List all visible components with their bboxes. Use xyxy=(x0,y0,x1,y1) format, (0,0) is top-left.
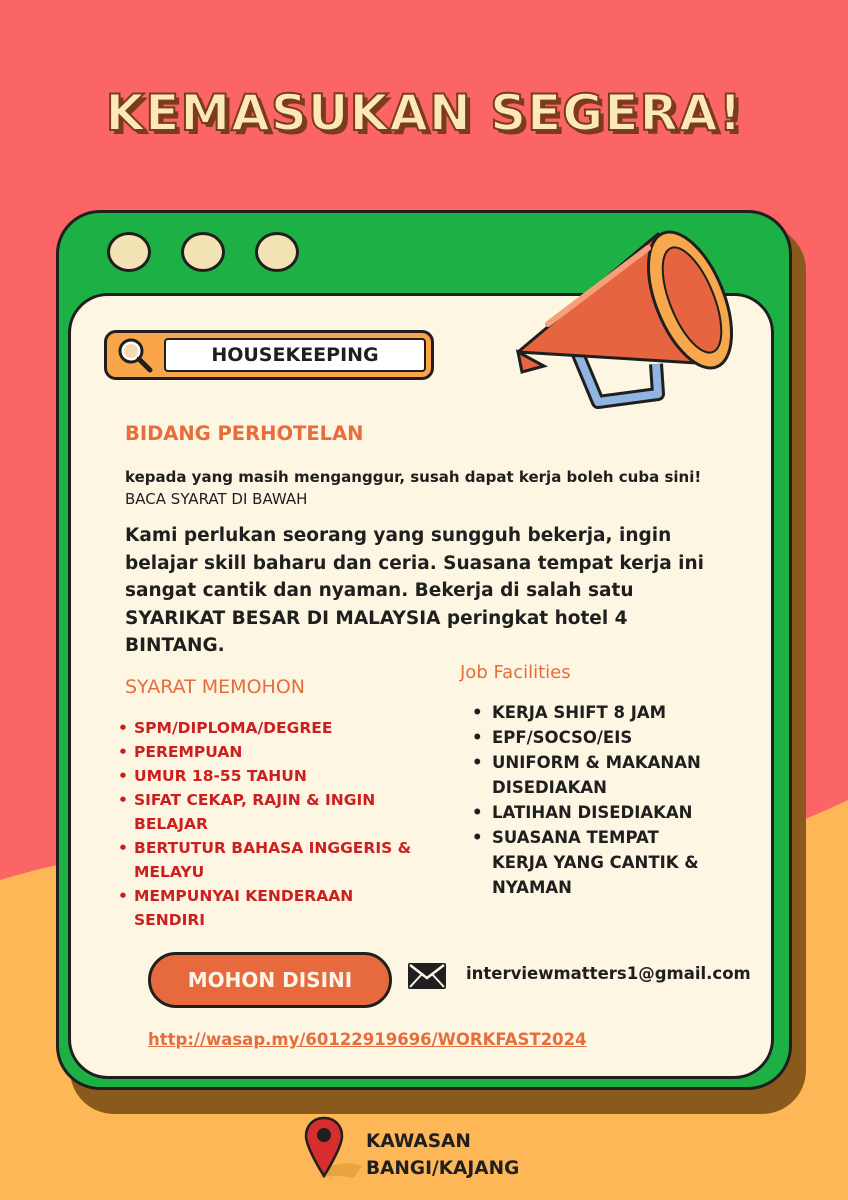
list-item: • PEREMPUAN xyxy=(118,740,411,764)
window-dot-1 xyxy=(107,232,151,272)
window-dot-2 xyxy=(181,232,225,272)
list-item: • SIFAT CEKAP, RAJIN & INGIN BELAJAR xyxy=(118,788,411,836)
facilities-list xyxy=(466,700,701,900)
list-item: • SPM/DIPLOMA/DEGREE xyxy=(118,716,411,740)
location xyxy=(366,1128,519,1182)
email-address[interactable]: interviewmatters1@gmail.com xyxy=(466,964,751,983)
list-item: • SUASANA TEMPAT KERJA YANG CANTIK & NYAMAN xyxy=(466,825,701,900)
read-note: BACA SYARAT DI BAWAH xyxy=(125,490,308,508)
mail-icon xyxy=(407,962,447,990)
search-input[interactable]: HOUSEKEEPING xyxy=(164,338,426,372)
location-line: BANGI/KAJANG xyxy=(366,1158,520,1179)
list-item: • KERJA SHIFT 8 JAM xyxy=(466,700,701,725)
list-item: • UNIFORM & MAKANAN DISEDIAKAN xyxy=(466,750,701,800)
headline: KEMASUKAN SEGERA! xyxy=(105,84,743,142)
description-line: belajar skill baharu dan ceria. Suasana tempat kerja ini xyxy=(125,552,705,574)
list-item: • LATIHAN DISEDIAKAN xyxy=(466,800,701,825)
facilities-title: Job Facilities xyxy=(460,662,571,683)
search-icon xyxy=(114,335,158,375)
description xyxy=(125,522,704,660)
list-item: • EPF/SOCSO/EIS xyxy=(466,725,701,750)
whatsapp-link[interactable]: http://wasap.my/60122919696/WORKFAST2024 xyxy=(148,1030,587,1049)
intro-line: kepada yang masih menganggur, susah dapat kerja boleh cuba sini! xyxy=(125,468,702,486)
description-line: BINTANG. xyxy=(125,635,225,656)
requirements-title: SYARAT MEMOHON xyxy=(125,676,305,698)
field-title: BIDANG PERHOTELAN xyxy=(125,422,364,445)
megaphone-icon xyxy=(508,214,748,414)
window-dot-3 xyxy=(255,232,299,272)
description-line: Kami perlukan seorang yang sungguh bekerja, ingin xyxy=(125,525,672,546)
description-line: SYARIKAT BESAR DI MALAYSIA peringkat hotel 4 xyxy=(125,607,628,629)
location-line: KAWASAN xyxy=(366,1131,471,1152)
location-pin-icon xyxy=(304,1116,364,1182)
apply-button[interactable]: MOHON DISINI xyxy=(148,952,392,1008)
list-item: • BERTUTUR BAHASA INGGERIS & MELAYU xyxy=(118,836,411,884)
list-item: • MEMPUNYAI KENDERAAN SENDIRI xyxy=(118,884,411,932)
requirements-list xyxy=(118,716,411,932)
description-line: sangat cantik dan nyaman. Bekerja di salah satu xyxy=(125,580,634,601)
list-item: • UMUR 18-55 TAHUN xyxy=(118,764,411,788)
